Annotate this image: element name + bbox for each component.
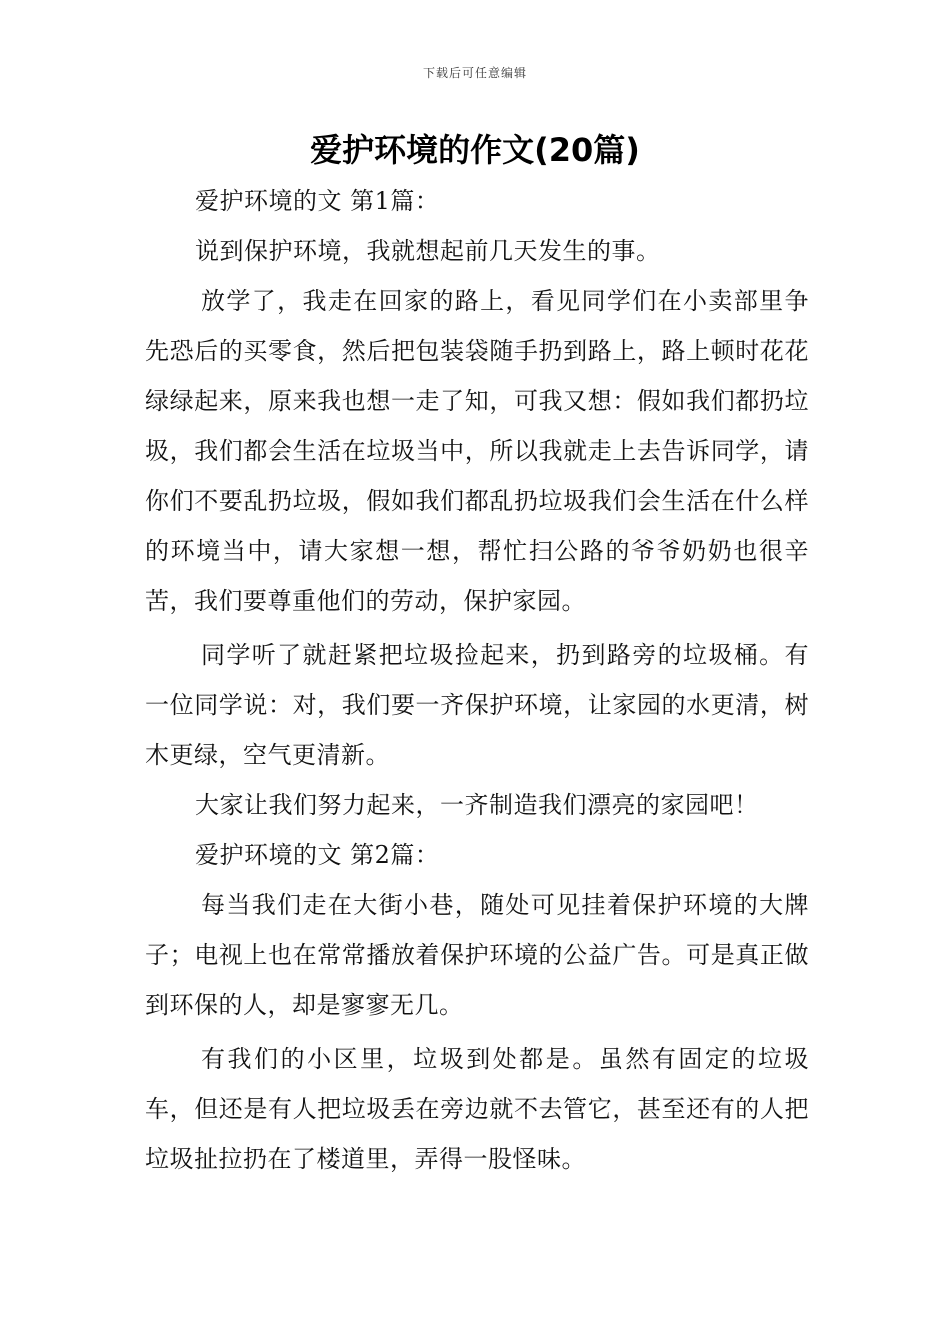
paragraph: 放学了，我走在回家的路上，看见同学们在小卖部里争先恐后的买零食，然后把包装袋随手扔到路上，路上顿时花花绿绿起来，原来我也想一走了知，可我又想：假如我们都扔垃圾，我们都会生活在垃圾当中，所以我就走上去告诉同学，请你们不要乱扔垃圾，假如我们都乱扔垃圾我们会生活在什么样的环境当中，请大家想一想，帮忙扫公路的爷爷奶奶也很辛苦，我们要尊重他们的劳动，保护家园。 — [145, 287, 809, 615]
header-note: 下载后可任意编辑 — [422, 66, 527, 80]
paragraph: 大家让我们努力起来，一齐制造我们漂亮的家园吧！ — [195, 791, 759, 819]
section-heading-2: 爱护环境的文 第2篇： — [195, 841, 440, 869]
paragraph: 每当我们走在大街小巷，随处可见挂着保护环境的大牌子；电视上也在常常播放着保护环境的公益广告。可是真正做到环保的人，却是寥寥无几。 — [145, 891, 809, 1019]
paragraph: 同学听了就赶紧把垃圾捡起来，扔到路旁的垃圾桶。有一位同学说：对，我们要一齐保护环境，让家园的水更清，树木更绿，空气更清新。 — [145, 641, 809, 769]
section-heading-1: 爱护环境的文 第1篇： — [195, 187, 440, 215]
paragraph: 有我们的小区里，垃圾到处都是。虽然有固定的垃圾车，但还是有人把垃圾丢在旁边就不去管它，甚至还有的人把垃圾扯拉扔在了楼道里，弄得一股怪味。 — [145, 1045, 809, 1173]
document-body — [145, 176, 809, 1184]
document-title: 爱护环境的作文(20篇) — [310, 131, 640, 169]
paragraph: 说到保护环境，我就想起前几天发生的事。 — [195, 237, 661, 265]
